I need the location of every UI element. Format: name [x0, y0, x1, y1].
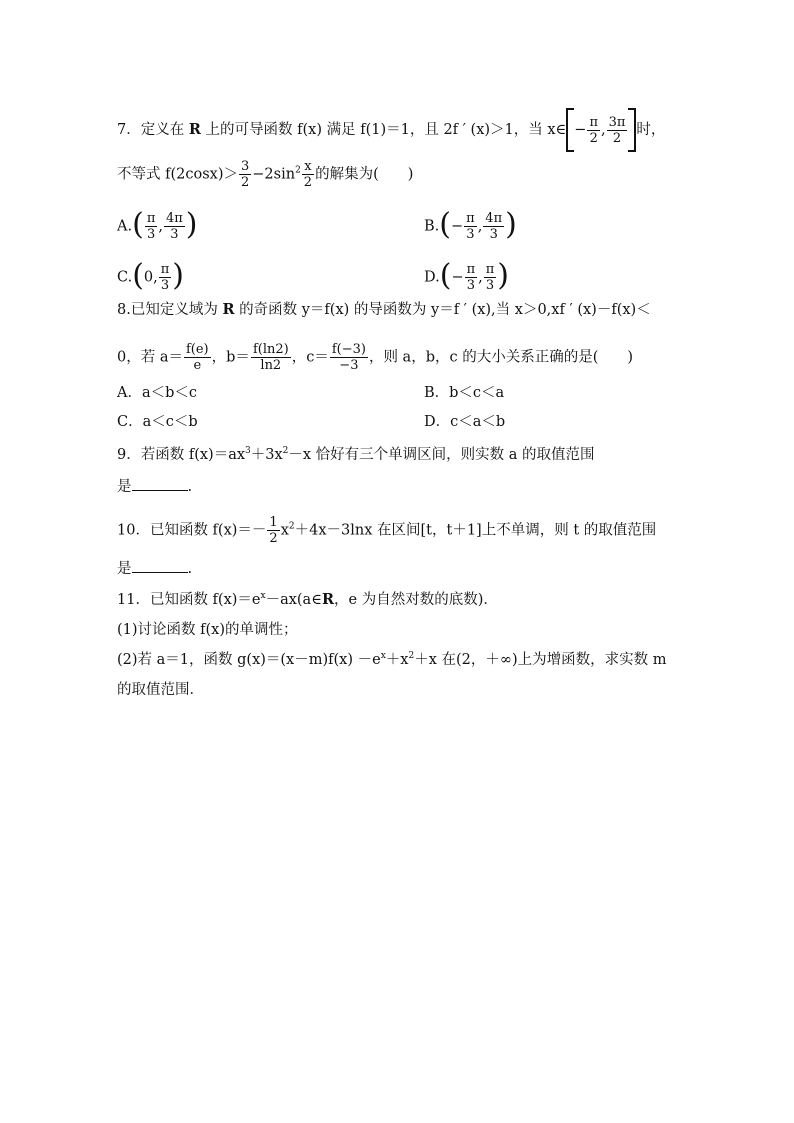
- q11-sub2: [117, 650, 666, 670]
- left-paren-icon: (: [132, 206, 144, 242]
- option-fraction: [484, 262, 497, 293]
- option-label: A.: [117, 218, 133, 235]
- fraction-denominator: e: [193, 358, 202, 373]
- q11-text: ，e 为自然对数的底数)．: [334, 592, 498, 608]
- option-text: D．c＜a＜b: [424, 414, 506, 430]
- q7-text: 的解集为( ): [315, 166, 414, 183]
- fraction-numerator: f(−3): [331, 342, 366, 357]
- fraction-numerator: f(ln2): [252, 342, 289, 357]
- fraction-denominator: ln2: [260, 358, 282, 373]
- q7-option-a: A.( $\frac{\pi}{3}$ , $\frac{4\pi}{3}$ ): [117, 206, 198, 242]
- q7-option-c: [117, 257, 185, 293]
- q7-fraction: [587, 115, 600, 146]
- option-text: B．b＜c＜a: [424, 385, 505, 401]
- q8-line2: [117, 342, 633, 373]
- option-fraction: [145, 211, 158, 242]
- q11-text: ＋x: [385, 652, 409, 668]
- option-fraction: [164, 211, 185, 242]
- fraction-numerator: 4π: [165, 211, 183, 226]
- q7-text: 上的可导函数 f(x) 满足 f(1)＝1，且 2f ′ (x)＞1，当 x∈: [200, 122, 567, 138]
- answer-blank: [132, 558, 188, 573]
- answer-blank: [132, 476, 188, 491]
- q7-option-d: D.(− $\frac{\pi}{3}$ , $\frac{\pi}{3}$ ): [424, 257, 510, 293]
- option-text: −: [451, 269, 464, 286]
- right-paren-icon: ): [497, 257, 510, 293]
- fraction-numerator: 4π: [485, 211, 503, 226]
- left-paren-icon: (: [439, 257, 452, 293]
- q8-fraction-b: [251, 342, 291, 373]
- fraction-numerator: π: [160, 262, 170, 277]
- fraction-denominator: 2: [303, 175, 313, 190]
- q10-text: 10．已知函数 f(x)＝－: [117, 522, 267, 539]
- fraction-numerator: x: [302, 159, 314, 175]
- q11-text: (2)若 a＝1，函数 g(x)＝(x－m)f(x) －e: [117, 652, 381, 668]
- option-fraction: [465, 262, 478, 293]
- q10-line2: [117, 558, 192, 579]
- fraction-denominator: −3: [339, 358, 359, 373]
- q7-text: −: [574, 122, 587, 138]
- exponent: 2: [295, 165, 301, 176]
- fraction-numerator: π: [485, 262, 495, 277]
- q7-text: 不等式 f(2cosx)＞: [117, 166, 238, 183]
- q10-text: x: [280, 522, 289, 539]
- q8-text: 0，若 a＝: [117, 349, 183, 366]
- exponent: x: [260, 591, 266, 601]
- q11-text: (1)讨论函数 f(x)的单调性；: [117, 622, 298, 638]
- exponent: 2: [288, 521, 295, 532]
- q11-text: －ax(a∈: [265, 592, 322, 608]
- q7-fraction: [607, 115, 628, 146]
- q10-text: .: [187, 561, 193, 577]
- fraction-numerator: π: [466, 262, 476, 277]
- fraction-denominator: 3: [485, 278, 495, 293]
- exponent: 3: [245, 446, 251, 456]
- q7-line2: [117, 159, 413, 190]
- q7-text: 7．定义在: [117, 122, 189, 138]
- q7-real-set: R: [188, 121, 201, 138]
- fraction-numerator: 3: [240, 159, 250, 174]
- option-text: −: [450, 218, 464, 235]
- option-label: B.: [424, 218, 440, 235]
- q9-line2: [117, 476, 192, 497]
- left-paren-icon: (: [132, 257, 144, 293]
- fraction-denominator: 3: [146, 227, 156, 242]
- fraction-numerator: 3π: [608, 114, 626, 130]
- q8-text: 8.已知定义域为: [117, 302, 223, 318]
- q7-text: 时，: [636, 122, 666, 138]
- right-paren-icon: ): [185, 206, 198, 242]
- q11-text: 的取值范围．: [117, 682, 204, 698]
- fraction-numerator: 1: [269, 515, 278, 530]
- q8-real-set: R: [222, 301, 235, 318]
- right-paren-icon: ): [505, 206, 517, 242]
- q8-text: ，c＝: [291, 349, 329, 366]
- q9-text: .: [187, 479, 193, 495]
- q8-option-a: [117, 383, 197, 403]
- fraction-denominator: 2: [589, 130, 598, 146]
- option-text: 0,: [143, 269, 158, 286]
- exponent: 2: [408, 651, 415, 661]
- q8-text: 的奇函数 y＝f(x) 的导函数为 y＝f ′ (x),当 x＞0,xf ′ (x)－f(x)＜: [234, 302, 651, 318]
- q10-fraction: [267, 515, 279, 546]
- fraction-numerator: π: [146, 211, 156, 226]
- q8-fraction-c: [330, 342, 368, 373]
- fraction-denominator: 3: [170, 227, 179, 242]
- exponent: x: [380, 651, 386, 661]
- q10-line1: [117, 515, 656, 546]
- q8-fraction-a: [184, 342, 211, 373]
- q11-sub2-line2: [117, 680, 204, 700]
- q7-fraction: [302, 159, 314, 190]
- q7-line1: [117, 108, 665, 152]
- fraction-numerator: f(e): [185, 342, 209, 357]
- q9-text: －x 恰好有三个单调区间，则实数 a 的取值范围: [288, 447, 595, 463]
- q8-option-b: [424, 383, 504, 403]
- fraction-denominator: 3: [466, 227, 475, 242]
- fraction-denominator: 2: [612, 130, 622, 146]
- fraction-denominator: 2: [269, 531, 278, 546]
- option-text: C．a＜c＜b: [117, 414, 198, 430]
- option-fraction: [464, 211, 477, 242]
- fraction-denominator: 2: [240, 175, 250, 190]
- q11-text: ＋x 在(2，＋∞)上为增函数，求实数 m: [414, 652, 667, 668]
- fraction-denominator: 3: [466, 278, 475, 293]
- option-label: C.: [117, 269, 133, 286]
- right-paren-icon: ): [172, 257, 185, 293]
- q10-text: ＋4x－3lnx 在区间[t，t＋1]上不单调，则 t 的取值范围: [294, 522, 657, 539]
- fraction-denominator: 3: [489, 227, 498, 242]
- left-paren-icon: (: [439, 206, 451, 242]
- q7-option-b: B.(− $\frac{\pi}{3}$ , $\frac{4\pi}{3}$ ): [424, 206, 517, 242]
- q8-text: ，则 a，b，c 的大小关系正确的是( ): [368, 349, 634, 366]
- q8-text: ，b＝: [211, 349, 250, 366]
- q7-fraction: [239, 159, 251, 190]
- fraction-numerator: π: [589, 114, 598, 130]
- q8-option-d: [424, 412, 505, 432]
- option-fraction: [159, 262, 172, 293]
- q8-option-c: [117, 412, 198, 432]
- q7-text: ,: [600, 122, 606, 138]
- option-text: A．a＜b＜c: [117, 385, 198, 401]
- fraction-numerator: π: [466, 211, 475, 226]
- q10-text: 是: [117, 561, 132, 577]
- q11-real-set: R: [321, 591, 334, 608]
- fraction-denominator: 3: [160, 278, 170, 293]
- q7-text: −2sin: [252, 166, 296, 183]
- q9-line1: [117, 445, 595, 465]
- q11-text: 11．已知函数 f(x)＝e: [117, 592, 261, 608]
- q11-line1: [117, 590, 498, 610]
- option-label: D.: [424, 269, 440, 286]
- q9-text: 9．若函数 f(x)＝ax: [117, 447, 246, 463]
- q8-line1: [117, 300, 651, 320]
- q9-text: ＋3x: [250, 447, 283, 463]
- exponent: 2: [282, 446, 289, 456]
- q11-sub1: [117, 620, 298, 640]
- q9-text: 是: [117, 479, 132, 495]
- option-fraction: [483, 211, 504, 242]
